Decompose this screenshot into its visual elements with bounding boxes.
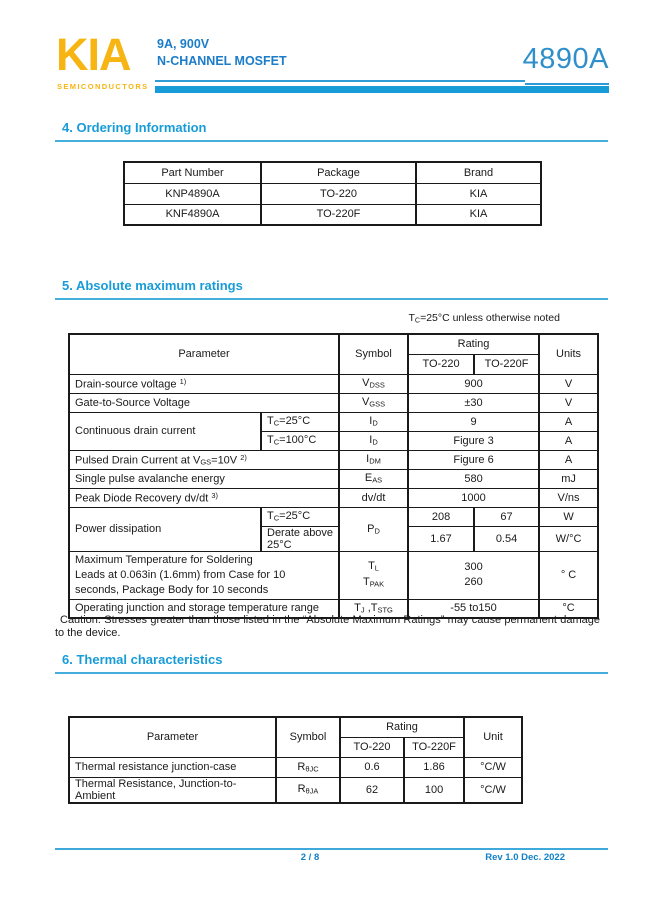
thermal-header-row1: [69, 717, 522, 737]
row-idm: [69, 450, 598, 469]
param: Power dissipation: [69, 507, 261, 551]
condition: $T_C=25^\circ C$: [261, 507, 339, 526]
col-to220: TO-220: [340, 737, 404, 757]
rating-to220f: 1.86: [404, 757, 464, 777]
rating-to220f: 100: [404, 777, 464, 803]
abs-max-header-row1: [69, 334, 598, 354]
part-number-title: 4890A: [522, 43, 609, 75]
brand-logo: KIA: [56, 29, 131, 80]
symbol: dv/dt: [339, 488, 408, 507]
product-spec-line1: 9A, 900V: [157, 37, 210, 51]
row-dvdt: [69, 488, 598, 507]
page-number: 2 / 8: [300, 852, 320, 863]
ordering-col-part-number: Part Number: [124, 162, 261, 183]
unit: W/°C: [539, 526, 598, 551]
symbol: $R_{\theta JA}$: [276, 777, 340, 803]
row-vgss: [69, 393, 598, 412]
row-pd-25: [69, 507, 598, 526]
section-ordering-rule: [55, 140, 608, 142]
col-units: Units: [539, 334, 598, 374]
section-ordering-title: 4. Ordering Information: [62, 120, 207, 135]
rating: 1000: [408, 488, 539, 507]
row-rthja: [69, 777, 522, 803]
section-thermal-title: 6. Thermal characteristics: [62, 652, 223, 667]
ordering-package: TO-220: [261, 183, 416, 204]
param: Single pulse avalanche energy: [69, 469, 339, 488]
unit: A: [539, 412, 598, 431]
ordering-part-number: KNF4890A: [124, 204, 261, 225]
col-unit: Unit: [464, 717, 522, 757]
condition: $T_C=100^\circ C$: [261, 431, 339, 450]
param: Drain-source voltage $^{1)}$: [69, 374, 339, 393]
unit: V: [539, 393, 598, 412]
symbol: $P_D$: [339, 507, 408, 551]
row-vdss: [69, 374, 598, 393]
abs-max-table-wrap: [68, 333, 599, 619]
row-eas: [69, 469, 598, 488]
symbol: $T_J$ $,T_{STG}$: [339, 599, 408, 618]
section-abs-max-rule: [55, 298, 608, 300]
rating: 300 260: [408, 551, 539, 599]
col-to220f: TO-220F: [474, 354, 539, 374]
unit: A: [539, 431, 598, 450]
unit: °C/W: [464, 757, 522, 777]
unit: V: [539, 374, 598, 393]
unit: mJ: [539, 469, 598, 488]
param: Thermal Resistance, Junction-to-Ambient: [69, 777, 276, 803]
abs-max-table: [68, 333, 599, 619]
ordering-header-row: [124, 162, 541, 183]
header-rule-thick: [155, 86, 609, 93]
ordering-table: [123, 161, 542, 226]
symbol: $I_D$: [339, 412, 408, 431]
param: Continuous drain current: [69, 412, 261, 450]
col-to220f: TO-220F: [404, 737, 464, 757]
revision-label: Rev 1.0 Dec. 2022: [485, 852, 565, 863]
test-condition-note: $T_C=25^\circ C$ unless otherwise noted: [408, 312, 560, 325]
caution-note: Caution: Stresses greater than those listed in the “Absolute Maximum Ratings” may cause permanent damage to the device.: [55, 614, 600, 639]
col-parameter: Parameter: [69, 717, 276, 757]
section-abs-max-title: 5. Absolute maximum ratings: [62, 278, 243, 293]
unit: ° C: [539, 551, 598, 599]
row-soldering: [69, 551, 598, 599]
rating-to220: 0.6: [340, 757, 404, 777]
symbol: $V_{GSS}$: [339, 393, 408, 412]
section-thermal-rule: [55, 672, 608, 674]
param: Operating junction and storage temperature range: [69, 599, 339, 618]
col-rating: Rating: [340, 717, 464, 737]
brand-tagline: SEMICONDUCTORS: [57, 82, 149, 91]
param: Thermal resistance junction-case: [69, 757, 276, 777]
row-id-25: [69, 412, 598, 431]
unit: V/ns: [539, 488, 598, 507]
thermal-table-wrap: [68, 716, 523, 804]
symbol: $I_D$: [339, 431, 408, 450]
rating-to220: 208: [408, 507, 474, 526]
rating: 9: [408, 412, 539, 431]
col-symbol: Symbol: [339, 334, 408, 374]
header-rule-thin-left: [155, 80, 525, 82]
condition: $T_C=25^\circ C$: [261, 412, 339, 431]
rating: -55 to150: [408, 599, 539, 618]
ordering-col-package: Package: [261, 162, 416, 183]
rating: Figure 3: [408, 431, 539, 450]
unit: °C/W: [464, 777, 522, 803]
thermal-table: [68, 716, 523, 804]
ordering-package: TO-220F: [261, 204, 416, 225]
unit: °C: [539, 599, 598, 618]
rating-to220f: 0.54: [474, 526, 539, 551]
col-parameter: Parameter: [69, 334, 339, 374]
ordering-table-wrap: [123, 161, 542, 226]
rating-to220f: 67: [474, 507, 539, 526]
symbol: $E_{AS}$: [339, 469, 408, 488]
footer-rule: [55, 848, 608, 850]
col-to220: TO-220: [408, 354, 474, 374]
rating: 580: [408, 469, 539, 488]
rating: Figure 6: [408, 450, 539, 469]
ordering-part-number: KNP4890A: [124, 183, 261, 204]
row-rthjc: [69, 757, 522, 777]
ordering-brand: KIA: [416, 183, 541, 204]
col-rating: Rating: [408, 334, 539, 354]
param: Gate-to-Source Voltage: [69, 393, 339, 412]
param: Peak Diode Recovery dv/dt $^{3)}$: [69, 488, 339, 507]
ordering-row: [124, 183, 541, 204]
rating-to220: 1.67: [408, 526, 474, 551]
unit: A: [539, 450, 598, 469]
ordering-row: [124, 204, 541, 225]
param: Pulsed Drain Current at $V_{GS}=10V$ $^{2)}$: [69, 450, 339, 469]
param: Maximum Temperature for Soldering Leads at 0.063in (1.6mm) from Case for 10 seconds, Package Body for 10 seconds: [69, 551, 339, 599]
symbol: $T_L$ $T_{PAK}$: [339, 551, 408, 599]
product-spec-line2: N-CHANNEL MOSFET: [157, 54, 287, 68]
header-rule-thin-right: [525, 83, 609, 85]
rating-to220: 62: [340, 777, 404, 803]
symbol: $R_{\theta JC}$: [276, 757, 340, 777]
col-symbol: Symbol: [276, 717, 340, 757]
rating: ±30: [408, 393, 539, 412]
symbol: $I_{DM}$: [339, 450, 408, 469]
ordering-brand: KIA: [416, 204, 541, 225]
unit: W: [539, 507, 598, 526]
condition: Derate above 25°C: [261, 526, 339, 551]
rating: 900: [408, 374, 539, 393]
symbol: $V_{DSS}$: [339, 374, 408, 393]
product-spec: [157, 36, 287, 70]
ordering-col-brand: Brand: [416, 162, 541, 183]
